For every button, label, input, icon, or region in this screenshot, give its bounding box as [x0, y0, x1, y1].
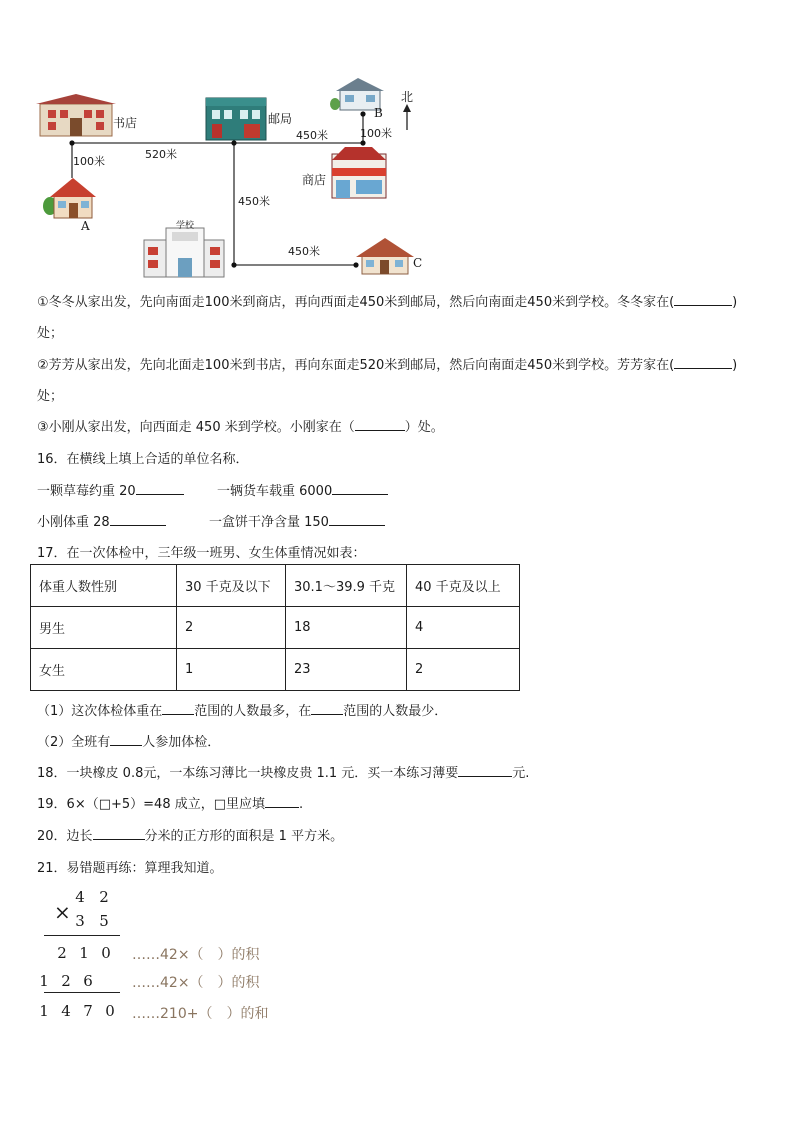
table-cell: 1 [177, 649, 286, 691]
q16-blank-c[interactable] [110, 512, 166, 526]
table-row [31, 649, 520, 691]
q19-blank[interactable] [265, 794, 299, 808]
q15-item3: ③小刚从家出发，向西面走 450 米到学校。小刚家在（ ）处。 [37, 416, 444, 435]
bookstore-label: 书店 [113, 116, 138, 130]
q16-blank-b[interactable] [332, 481, 388, 495]
direction-map [0, 0, 794, 285]
distance-450-vertical-label: 450米 [238, 195, 270, 208]
q17-blank-most[interactable] [162, 701, 194, 715]
table-cell: 男生 [31, 607, 177, 649]
table-cell: 18 [286, 607, 407, 649]
table-cell: 女生 [31, 649, 177, 691]
partial-product-digit: 2 [61, 972, 71, 990]
partial-product-digit: 1 [39, 972, 49, 990]
table-header-row [31, 565, 520, 607]
multiplicand-digit: 4 [75, 888, 85, 906]
distance-520-label: 520米 [145, 148, 177, 161]
result-digit: 1 [39, 1002, 49, 1020]
q16-blank-a[interactable] [136, 481, 184, 495]
q16-item-b: 一辆货车载重 6000 [217, 480, 388, 499]
q17-title: 17．在一次体检中，三年级一班男、女生体重情况如表： [37, 546, 366, 561]
vertical-multiplication [40, 888, 130, 1028]
result-digit: 0 [105, 1002, 115, 1020]
table-row [31, 607, 520, 649]
house-a-icon [43, 178, 96, 218]
q16-item-d: 一盒饼干净含量 150 [209, 511, 385, 530]
weight-table [30, 564, 520, 691]
house-a-label: A [81, 219, 90, 233]
north-arrow-icon [403, 104, 411, 130]
q15-item2-line2: 处； [37, 389, 64, 404]
q15-item2-line1: ②芳芳从家出发，先向北面走100米到书店，再向东面走520米到邮局，然后向南面走450米到学校。芳芳家在( ) [37, 354, 737, 373]
q21-title: 21．易错题再练：算理我知道。 [37, 861, 223, 876]
sum-line [44, 992, 120, 993]
q18-blank[interactable] [458, 763, 512, 777]
distance-450-bottom-label: 450米 [288, 245, 320, 258]
table-cell: 2 [177, 607, 286, 649]
q20: 20．边长 分米的正方形的面积是 1 平方米。 [37, 825, 343, 844]
post-office-label: 邮局 [268, 112, 293, 126]
school-sign-label: 学校 [176, 221, 195, 231]
map-drawing [0, 0, 794, 285]
house-c-icon [356, 238, 414, 274]
house-b-label: B [374, 106, 383, 120]
partial-product-digit: 0 [101, 944, 111, 962]
q17-part2: （2）全班有 人参加体检． [37, 731, 220, 750]
distance-100-right-label: 100米 [360, 127, 392, 140]
partial-product-digit: 1 [79, 944, 89, 962]
result-digit: 7 [83, 1002, 93, 1020]
product-line [44, 935, 120, 936]
q17-blank-least[interactable] [311, 701, 343, 715]
hint-sum: ……210+（ ）的和 [132, 1006, 269, 1022]
result-digit: 4 [61, 1002, 71, 1020]
q15-item2-blank[interactable] [674, 355, 732, 369]
shop-label: 商店 [302, 173, 327, 187]
q15-item3-blank[interactable] [355, 417, 405, 431]
q17-part1: （1）这次体检体重在 范围的人数最多，在 范围的人数最少． [37, 700, 447, 719]
q18: 18．一块橡皮 0.8元，一本练习薄比一块橡皮贵 1.1 元．买一本练习薄要 元. [37, 762, 529, 781]
north-label: 北 [401, 90, 414, 104]
hint-second-partial: ……42×（ ）的积 [132, 975, 260, 991]
table-cell: 4 [407, 607, 520, 649]
table-cell: 2 [407, 649, 520, 691]
table-header-cell: 30.1～39.9 千克 [286, 565, 407, 607]
multiplier-digit: 3 [75, 912, 85, 930]
q17-blank-total[interactable] [110, 732, 142, 746]
distance-100-left-label: 100米 [73, 155, 105, 168]
q20-blank[interactable] [93, 826, 145, 840]
q19: 19．6×（□+5）=48 成立，□里应填 . [37, 793, 303, 812]
partial-product-digit: 2 [57, 944, 67, 962]
partial-product-digit: 6 [83, 972, 93, 990]
hint-first-partial: ……42×（ ）的积 [132, 947, 260, 963]
times-sign: × [54, 900, 71, 924]
table-header-cell: 体重人数性别 [31, 565, 177, 607]
multiplicand-digit: 2 [99, 888, 109, 906]
house-c-label: C [413, 256, 423, 270]
q16-title: 16．在横线上填上合适的单位名称． [37, 452, 249, 467]
q16-item-a: 一颗草莓约重 20 [37, 480, 184, 499]
school-building-icon [144, 228, 224, 277]
post-office-building-icon [206, 98, 266, 140]
distance-450-top-label: 450米 [296, 129, 328, 142]
q15-item1-blank[interactable] [674, 292, 732, 306]
q16-item-c: 小刚体重 28 [37, 511, 166, 530]
q16-blank-d[interactable] [329, 512, 385, 526]
q15-item1-line2: 处； [37, 326, 64, 341]
bookstore-building-icon [36, 94, 116, 136]
table-header-cell: 30 千克及以下 [177, 565, 286, 607]
multiplier-digit: 5 [99, 912, 109, 930]
table-header-cell: 40 千克及以上 [407, 565, 520, 607]
shop-building-icon [332, 147, 386, 198]
table-cell: 23 [286, 649, 407, 691]
q15-item1-line1: ①冬冬从家出发，先向南面走100米到商店，再向西面走450米到邮局，然后向南面走450米到学校。冬冬家在( ) [37, 291, 737, 310]
